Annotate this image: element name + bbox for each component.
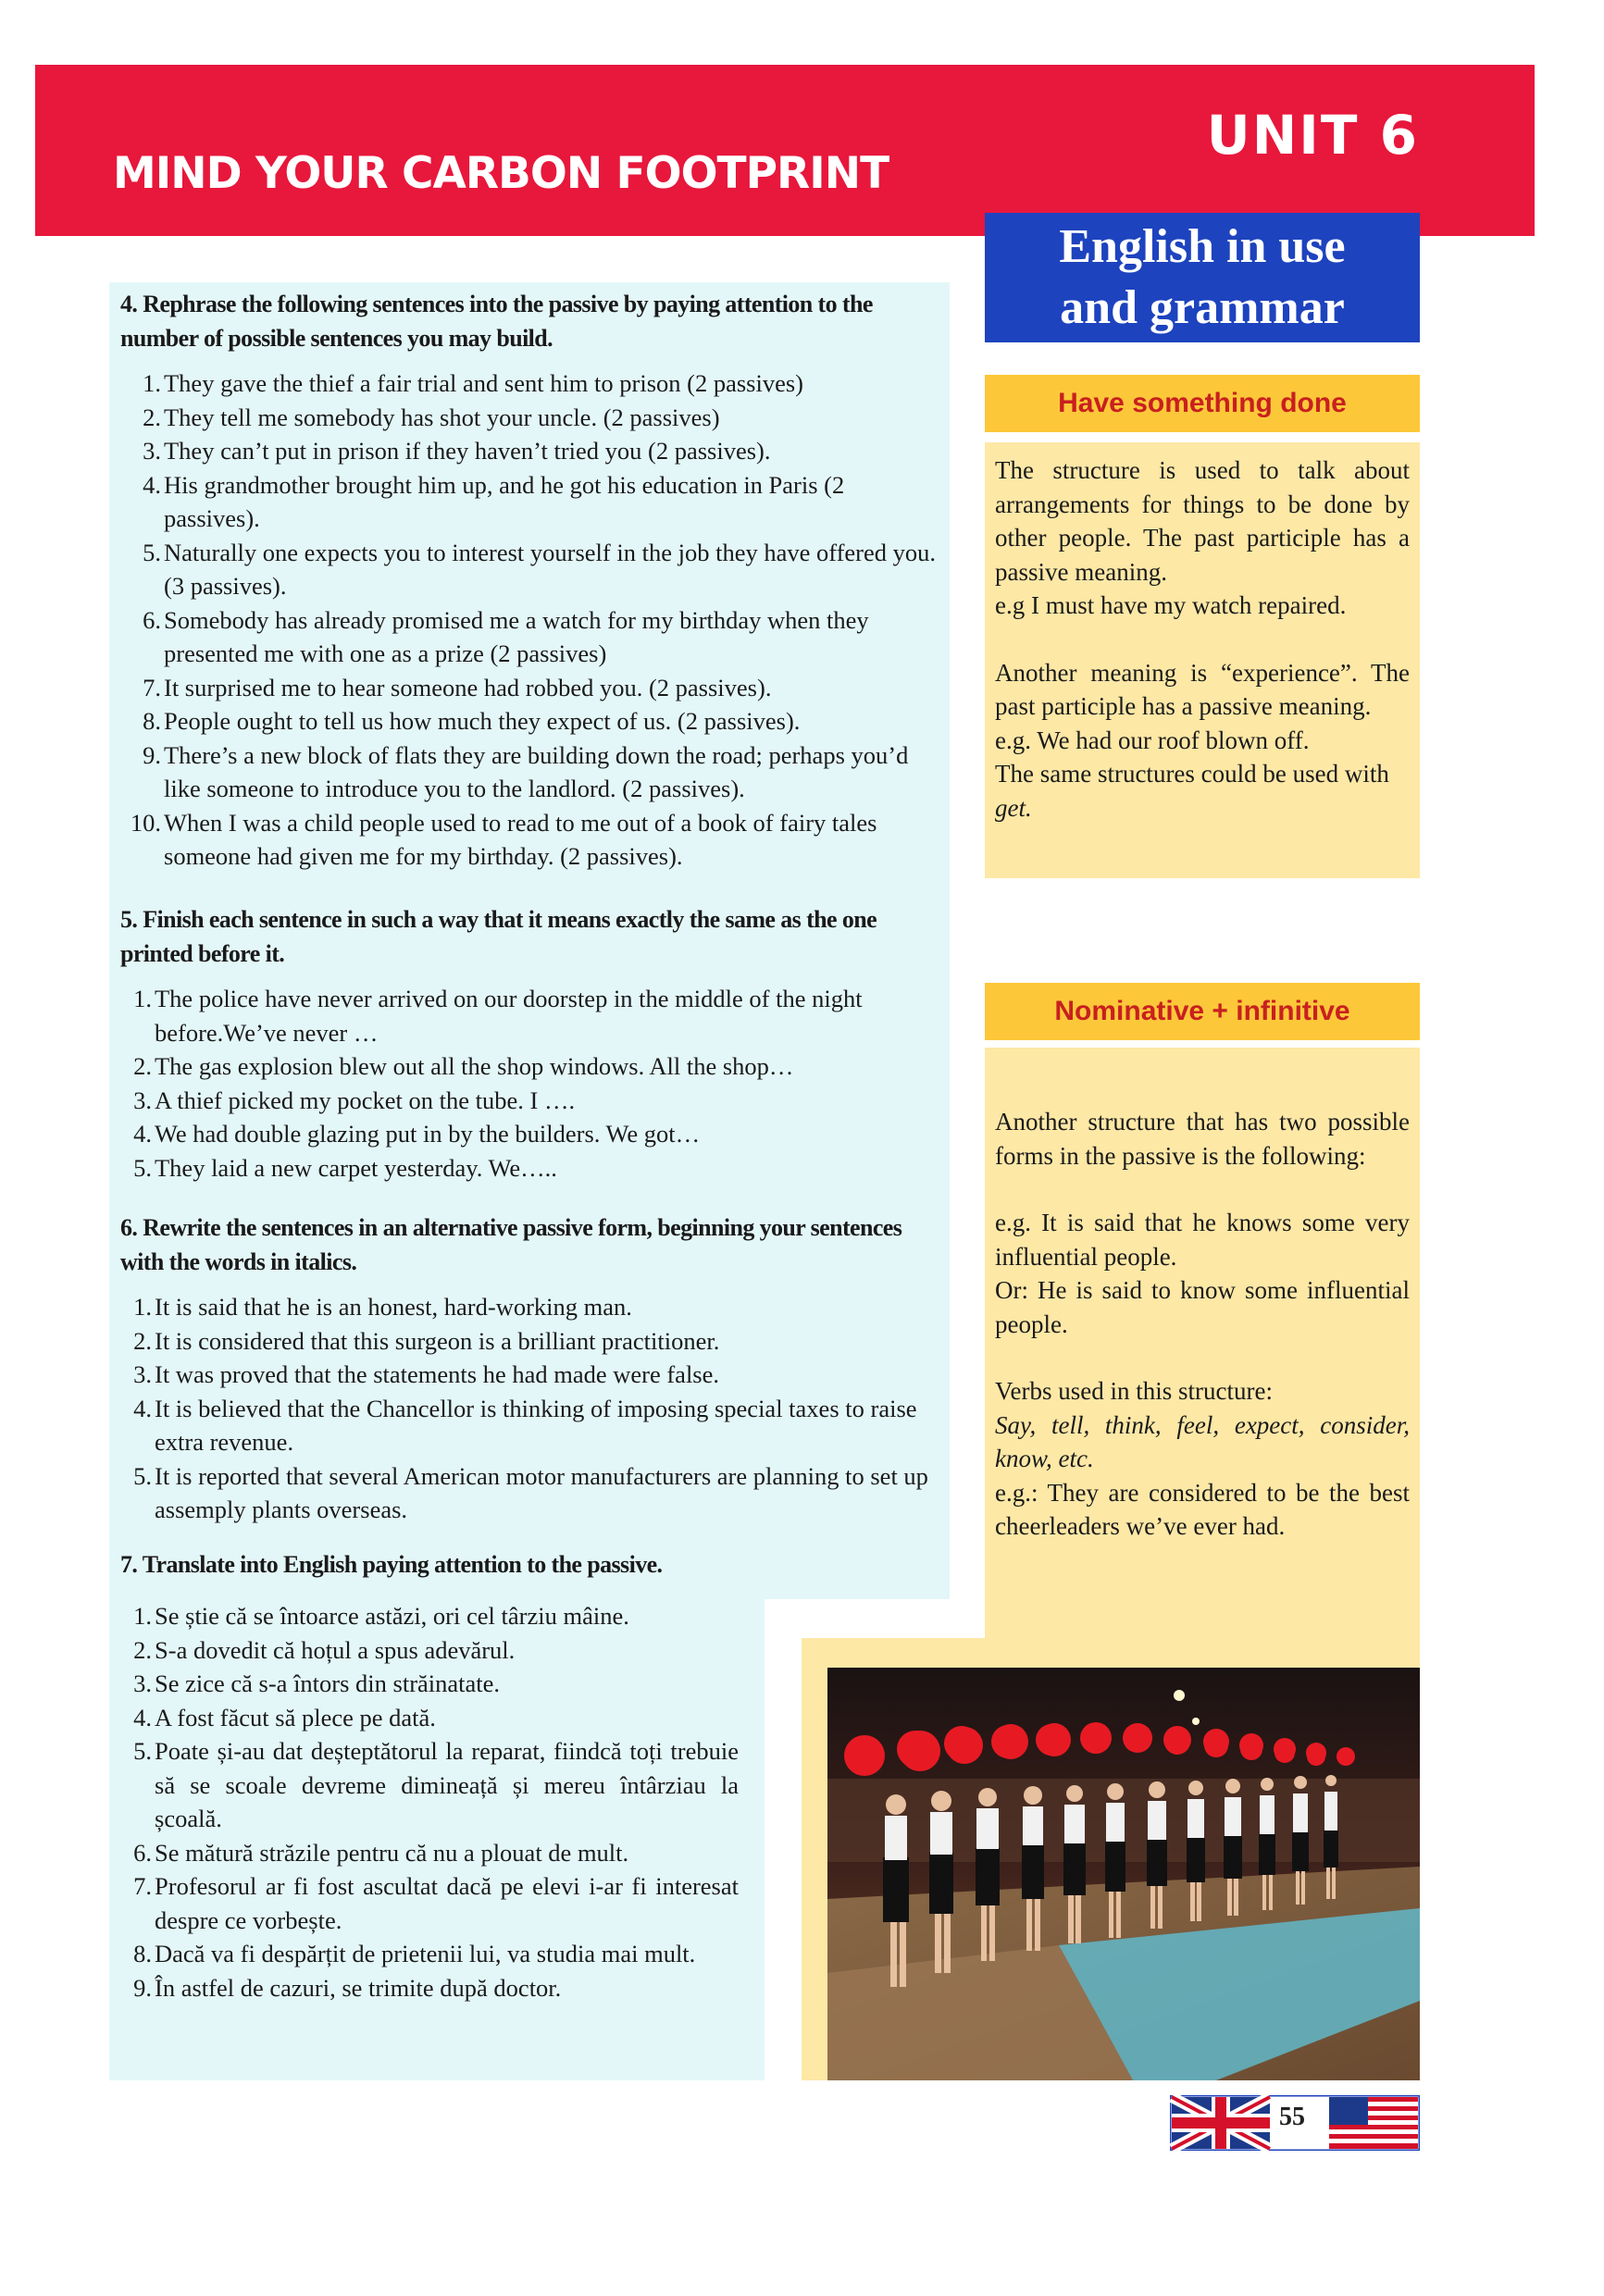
list-item: 3. A thief picked my pocket on the tube. I …. bbox=[133, 1086, 576, 1114]
list-item: 1. It is said that he is an honest, hard-working man. bbox=[133, 1293, 632, 1321]
note-body-nominative-infinitive bbox=[995, 1105, 1410, 1544]
list-item: 5. Naturally one expects you to interest yourself in the job they have offered you. (3 passives). bbox=[143, 538, 937, 600]
unit-subtitle: MIND YOUR CARBON FOOTPRINT bbox=[113, 148, 889, 199]
note-example: Or: He is said to know some influential people. bbox=[995, 1276, 1410, 1338]
list-item: 6. Se mătură străzile pentru că nu a plouat de mult. bbox=[133, 1838, 629, 1867]
list-item: 2. They tell me somebody has shot your uncle. (2 passives) bbox=[143, 403, 720, 431]
note-verbs: Say, tell, think, feel, expect, consider, know, etc. bbox=[995, 1410, 1410, 1472]
list-item: 4. A fost făcut să plece pe dată. bbox=[133, 1703, 436, 1731]
list-item: 7. Profesorul ar fi fost ascultat dacă pe elevi i-ar fi interesat despre ce vorbește. bbox=[133, 1872, 739, 1934]
note-example: e.g. We had our roof blown off. bbox=[995, 726, 1310, 754]
list-item: 5. It is reported that several American motor manufacturers are planning to set up assemply plants overseas. bbox=[133, 1461, 928, 1523]
us-flag-icon bbox=[1329, 2097, 1418, 2149]
note-paragraph: Another meaning is “experience”. The past participle has a passive meaning. bbox=[995, 658, 1410, 720]
uk-flag-icon bbox=[1172, 2097, 1270, 2149]
cheerleaders-photo bbox=[827, 1668, 1420, 2080]
list-item: 6. Somebody has already promised me a watch for my birthday when they presented me with one as a prize (2 passives) bbox=[143, 605, 869, 667]
exercise-6-list bbox=[120, 1290, 944, 1527]
list-item: 3. Se zice că s-a întors din străinatate. bbox=[133, 1669, 501, 1697]
exercise-5-list bbox=[120, 982, 944, 1185]
section-title-line1: English in use bbox=[1059, 220, 1346, 273]
list-item: 3. It was proved that the statements he had made were false. bbox=[133, 1360, 720, 1388]
exercise-5 bbox=[120, 902, 944, 1185]
list-item: 1. They gave the thief a fair trial and sent him to prison (2 passives) bbox=[143, 369, 804, 397]
exercise-4 bbox=[120, 287, 944, 874]
section-title-line2: and grammar bbox=[1060, 281, 1345, 334]
list-item: 1. The police have never arrived on our doorstep in the middle of the night before.We’ve never … bbox=[133, 985, 863, 1047]
list-item: 1. Se știe că se întoarce astăzi, ori cel târziu mâine. bbox=[133, 1602, 629, 1630]
list-item: 8. People ought to tell us how much they expect of us. (2 passives). bbox=[143, 707, 801, 735]
note-header-nominative-infinitive: Nominative + infinitive bbox=[985, 983, 1420, 1040]
note-paragraph: The same structures could be used with get. bbox=[995, 760, 1389, 822]
list-item: 4. It is believed that the Chancellor is thinking of imposing special taxes to raise extra revenue. bbox=[133, 1394, 917, 1456]
exercise-6-heading: 6. Rewrite the sentences in an alternative passive form, beginning your sentences with the words in italics. bbox=[120, 1214, 902, 1275]
unit-title: UNIT 6 bbox=[1206, 104, 1419, 167]
exercise-6 bbox=[120, 1210, 944, 1527]
note-paragraph: Another structure that has two possible forms in the passive is the following: bbox=[995, 1108, 1410, 1170]
note-body-have-something-done bbox=[995, 453, 1410, 825]
exercise-4-heading: 4. Rephrase the following sentences into the passive by paying attention to the number of possible sentences you may build. bbox=[120, 291, 873, 352]
note-example: e.g.: They are considered to be the best cheerleaders we’ve ever had. bbox=[995, 1478, 1410, 1540]
list-item: 9. There’s a new block of flats they are building down the road; perhaps you’d like someone to introduce you to the landlord. (2 passives). bbox=[143, 740, 909, 802]
note-header-have-something-done: Have something done bbox=[985, 375, 1420, 432]
list-item: 7. It surprised me to hear someone had robbed you. (2 passives). bbox=[143, 673, 772, 701]
list-item: 5. Poate și-au dat deșteptătorul la reparat, fiindcă toți trebuie să se scoale devreme dimineață și mereu întârziau la școală. bbox=[133, 1737, 739, 1832]
exercise-5-heading: 5. Finish each sentence in such a way that it means exactly the same as the one printed before it. bbox=[120, 906, 877, 967]
list-item: 2. The gas explosion blew out all the shop windows. All the shop… bbox=[133, 1052, 794, 1080]
list-item: 8. Dacă va fi despărțit de prietenii lui, va studia mai mult. bbox=[133, 1940, 696, 1967]
note-example: e.g I must have my watch repaired. bbox=[995, 591, 1347, 619]
list-item: 5. They laid a new carpet yesterday. We….. bbox=[133, 1153, 557, 1182]
list-item: 3. They can’t put in prison if they haven’t tried you (2 passives). bbox=[143, 437, 771, 465]
exercise-7-list bbox=[120, 1599, 739, 2004]
list-item: 9. În astfel de cazuri, se trimite după doctor. bbox=[133, 1973, 562, 2002]
list-item: 2. It is considered that this surgeon is a brilliant practitioner. bbox=[133, 1326, 720, 1355]
note-paragraph: The structure is used to talk about arrangements for things to be done by other people. The past participle has a passive meaning. bbox=[995, 456, 1410, 586]
exercise-4-list bbox=[120, 366, 944, 874]
list-item: 4. We had double glazing put in by the builders. We got… bbox=[133, 1120, 701, 1148]
page-number: 55 bbox=[1279, 2103, 1305, 2131]
list-item: 2. S-a dovedit că hoțul a spus adevărul. bbox=[133, 1635, 516, 1664]
section-title bbox=[985, 213, 1420, 342]
list-item: 10. When I was a child people used to read to me out of a book of fairy tales someone had given me for my birthday. (2 passives). bbox=[130, 808, 877, 870]
exercise-7-heading: 7. Translate into English paying attention to the passive. bbox=[120, 1551, 663, 1578]
note-paragraph: Verbs used in this structure: bbox=[995, 1377, 1273, 1405]
note-example: e.g. It is said that he knows some very influential people. bbox=[995, 1209, 1410, 1271]
list-item: 4. His grandmother brought him up, and he got his education in Paris (2 passives). bbox=[143, 470, 845, 532]
